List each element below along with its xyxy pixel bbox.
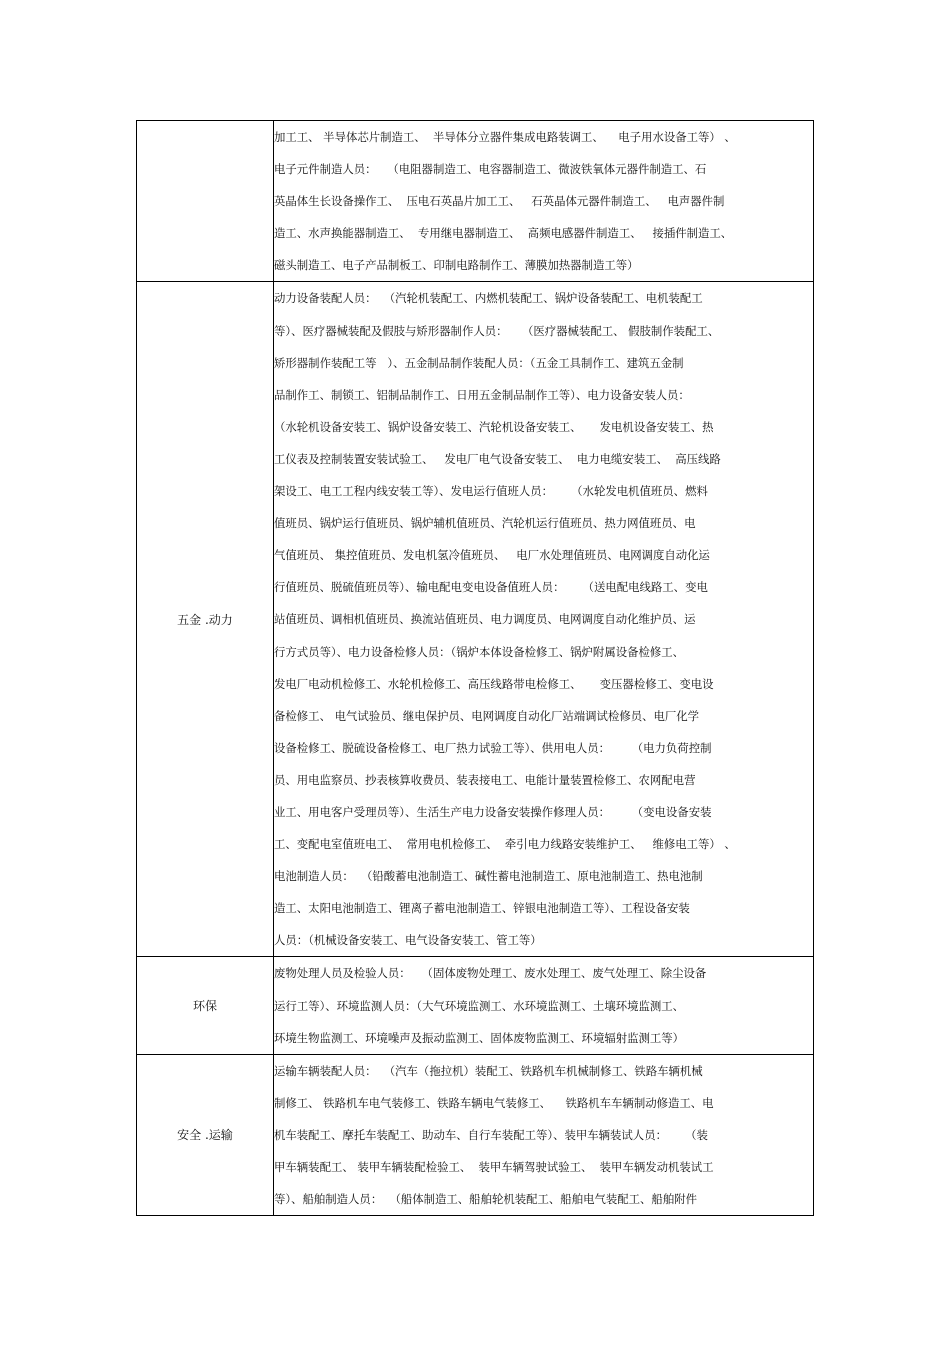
text-line: 甲车辆装配工、 装甲车辆装配检验工、 装甲车辆驾驶试验工、 装甲车辆发动机装试工 [274,1160,714,1174]
text-line: 运输车辆装配人员： （汽车（拖拉机）装配工、铁路机车机械制修工、铁路车辆机械 [274,1063,703,1078]
text-line: 设备检修工、脱硫设备检修工、电厂热力试验工等）、供用电人员： （电力负荷控制 [274,740,712,755]
text-line: 行值班员、脱硫值班员等）、输电配电变电设备值班人员： （送电配电线路工、变电 [274,580,708,595]
text-line: 工、变配电室值班电工、 常用电机检修工、 牵引电力线路安装维护工、 维修电工等） 、 [274,837,736,852]
table-row [137,957,814,1054]
category-cell: 安全 .运输 [137,1054,274,1215]
table-row [137,1054,814,1215]
text-line: 架设工、电工工程内线安装工等）、发电运行值班人员： （水轮发电机值班员、燃料 [274,484,708,499]
text-line: 备检修工、 电气试验员、继电保护员、电网调度自动化厂站端调试检修员、电厂化学 [274,708,700,723]
text-line: 人员：（机械设备安装工、电气设备安装工、管工等） [274,933,542,948]
description-cell [274,121,814,282]
text-line: 业工、用电客户受理员等）、生活生产电力设备安装操作修理人员： （变电设备安装 [274,804,712,819]
text-line: （水轮机设备安装工、锅炉设备安装工、汽轮机设备安装工、 发电机设备安装工、热 [274,419,714,434]
text-line: 气值班员、 集控值班员、发电机氢冷值班员、 电厂水处理值班员、电网调度自动化运 [274,548,710,563]
text-line: 行方式员等）、电力设备检修人员：（锅炉本体设备检修工、锅炉附属设备检修工、 [274,644,685,659]
text-line: 员、用电监察员、抄表核算收费员、装表接电工、电能计量装置检修工、农网配电营 [274,772,696,787]
text-line: 机车装配工、摩托车装配工、助动车、自行车装配工等）、装甲车辆装试人员： （装 [274,1127,708,1142]
text-line: 等）、船舶制造人员： （船体制造工、船舶轮机装配工、船舶电气装配工、船舶附件 [274,1192,697,1207]
text-line: 发电厂电动机检修工、水轮机检修工、高压线路带电检修工、 变压器检修工、变电设 [274,676,714,691]
text-line: 加工工、 半导体芯片制造工、 半导体分立器件集成电路装调工、 电子用水设备工等） 、 [274,130,736,144]
text-line: 制修工、 铁路机车电气装修工、铁路车辆电气装修工、 铁路机车车辆制动修造工、电 [274,1095,714,1110]
text-line: 品制作工、制锁工、铝制品制作工、日用五金制品制作工等）、电力设备安装人员： [274,387,690,402]
category-cell [137,121,274,282]
category-cell: 五金 .动力 [137,282,274,957]
text-line: 运行工等）、环境监测人员：（大气环境监测工、水环境监测工、土壤环境监测工、 [274,998,685,1013]
text-line: 值班员、锅炉运行值班员、锅炉辅机值班员、汽轮机运行值班员、热力网值班员、电 [274,516,696,531]
text-line: 动力设备装配人员： （汽轮机装配工、内燃机装配工、锅炉设备装配工、电机装配工 [274,291,703,306]
description-cell [274,1054,814,1215]
text-line: 造工、水声换能器制造工、 专用继电器制造工、 高频电感器件制造工、 接插件制造工、 [274,226,733,241]
text-line: 等）、医疗器械装配及假肢与矫形器制作人员： （医疗器械装配工、 假肢制作装配工、 [274,323,720,338]
category-cell: 环保 [137,957,274,1054]
text-line: 工仪表及控制装置安装试验工、 发电厂电气设备安装工、 电力电缆安装工、 高压线路 [274,451,721,466]
occupation-table [136,120,814,1216]
text-line: 造工、太阳电池制造工、锂离子蓄电池制造工、锌银电池制造工等）、工程设备安装 [274,901,690,916]
text-line: 电池制造人员： （铅酸蓄电池制造工、碱性蓄电池制造工、原电池制造工、热电池制 [274,869,703,884]
table-row [137,121,814,282]
text-line: 英晶体生长设备操作工、 压电石英晶片加工工、 石英晶体元器件制造工、 电声器件制 [274,194,725,209]
text-line: 废物处理人员及检验人员： （固体废物处理工、废水处理工、废气处理工、除尘设备 [274,966,707,981]
text-line: 矫形器制作装配工等 ）、五金制品制作装配人员：（五金工具制作工、建筑五金制 [274,355,684,370]
description-cell [274,282,814,957]
text-line: 磁头制造工、电子产品制板工、印制电路制作工、薄膜加热器制造工等） [274,258,639,273]
text-line: 环境生物监测工、环境噪声及振动监测工、固体废物监测工、环境辐射监测工等） [274,1030,685,1045]
text-line: 电子元件制造人员： （电阻器制造工、电容器制造工、微波铁氧体元器件制造工、石 [274,162,707,177]
table-row [137,282,814,957]
text-line: 站值班员、调相机值班员、换流站值班员、电力调度员、电网调度自动化维护员、运 [274,612,696,627]
description-cell [274,957,814,1054]
